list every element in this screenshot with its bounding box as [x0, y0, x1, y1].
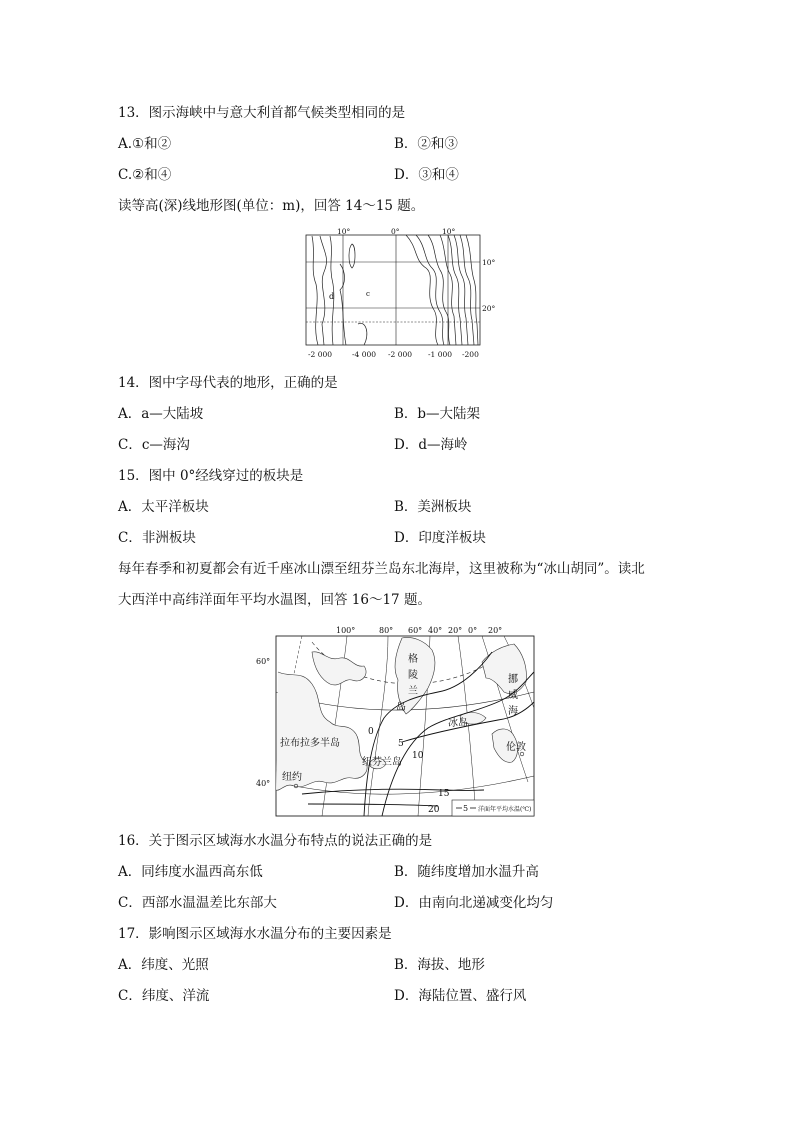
- isotherm-5: 5: [398, 739, 404, 749]
- label-labrador: 拉布拉多半岛: [280, 738, 340, 749]
- intro-14-15: 读等高(深)线地形图(单位：m)，回答 14～15 题。: [118, 198, 425, 214]
- label-greenland-1: 格: [408, 654, 418, 665]
- map2-lat-60: 60°: [256, 657, 271, 666]
- q15-option-c: C．非洲板块: [118, 530, 196, 546]
- map1-letter-d: d: [329, 292, 335, 301]
- north-atlantic-sst-map: [252, 622, 540, 820]
- intro-16-17-line1: 每年春季和初夏都会有近千座冰山漂至纽芬兰岛东北海岸，这里被称为“冰山胡同”。读北: [118, 561, 645, 577]
- q14-option-a: A．a—大陆坡: [118, 406, 204, 422]
- map2-lon-100: 100°: [336, 626, 356, 635]
- q16-stem: 16．关于图示区域海水水温分布特点的说法正确的是: [118, 833, 433, 849]
- q16-option-b: B．随纬度增加水温升高: [394, 864, 539, 880]
- map1-top-label-1: 10°: [337, 227, 351, 236]
- map2-lon-20e: 20°: [488, 626, 503, 635]
- q15-option-d: D．印度洋板块: [394, 530, 486, 546]
- label-greenland-4: 岛: [396, 702, 406, 713]
- q13-option-a: A.①和②: [118, 136, 172, 152]
- q14-stem: 14．图中字母代表的地形，正确的是: [118, 375, 338, 391]
- map1-right-label-2: 20°: [482, 304, 496, 313]
- map2-lon-0: 0°: [468, 626, 478, 635]
- q17-option-c: C．纬度、洋流: [118, 988, 210, 1004]
- map2-lon-20w: 20°: [448, 626, 463, 635]
- map1-top-label-2: 0°: [391, 227, 400, 236]
- label-norway-2: 威: [508, 690, 518, 701]
- legend-text: 洋面年平均水温(℃): [478, 806, 532, 813]
- label-greenland-2: 陵: [408, 670, 418, 681]
- map1-right-label-1: 10°: [482, 258, 496, 267]
- q14-option-b: B．b—大陆架: [394, 406, 481, 422]
- map1-bottom-label-1: -2 000: [308, 350, 333, 359]
- q16-option-a: A．同纬度水温西高东低: [118, 864, 263, 880]
- isotherm-0: 0: [368, 727, 374, 737]
- q15-option-a: A．太平洋板块: [118, 499, 209, 515]
- q13-stem: 13．图示海峡中与意大利首都气候类型相同的是: [118, 105, 406, 121]
- q15-option-b: B．美洲板块: [394, 499, 472, 515]
- legend-value: 5: [463, 804, 469, 813]
- q14-option-d: D．d—海岭: [394, 437, 468, 453]
- intro-16-17-line2: 大西洋中高纬洋面年平均水温图，回答 16～17 题。: [118, 592, 431, 608]
- map2-lon-40: 40°: [428, 626, 443, 635]
- label-greenland-3: 兰: [408, 686, 418, 697]
- label-london: 伦敦: [506, 742, 526, 753]
- q14-option-c: C．c—海沟: [118, 437, 190, 453]
- label-norway-3: 海: [508, 706, 518, 717]
- q15-stem: 15．图中 0°经线穿过的板块是: [118, 468, 304, 484]
- q13-option-c: C.②和④: [118, 167, 172, 183]
- map1-bottom-label-5: -200: [462, 350, 479, 359]
- isotherm-15: 15: [438, 789, 450, 799]
- q16-option-c: C．西部水温温差比东部大: [118, 895, 277, 911]
- map1-bottom-label-3: -2 000: [388, 350, 413, 359]
- isotherm-10: 10: [412, 751, 424, 761]
- label-norway-1: 挪: [508, 674, 518, 685]
- map1-letter-c: c: [366, 290, 370, 298]
- q13-option-b: B．②和③: [394, 136, 458, 152]
- label-iceland: 冰岛: [448, 718, 468, 729]
- map1-bottom-label-2: -4 000: [352, 350, 377, 359]
- contour-depth-map: [300, 224, 500, 364]
- label-newyork: 纽约: [282, 772, 302, 783]
- isotherm-20: 20: [428, 805, 440, 815]
- q17-option-d: D．海陆位置、盛行风: [394, 988, 527, 1004]
- q17-stem: 17．影响图示区域海水水温分布的主要因素是: [118, 926, 392, 942]
- map2-lat-40: 40°: [256, 779, 271, 788]
- label-newfoundland: 纽芬兰岛: [362, 757, 402, 768]
- q17-option-b: B．海拔、地形: [394, 957, 485, 973]
- q17-option-a: A．纬度、光照: [118, 957, 209, 973]
- q16-option-d: D．由南向北递减变化均匀: [394, 895, 554, 911]
- q13-option-d: D．③和④: [394, 167, 459, 183]
- map1-top-label-3: 10°: [442, 227, 456, 236]
- map2-lon-80: 80°: [379, 626, 394, 635]
- map2-lon-60: 60°: [408, 626, 423, 635]
- map1-bottom-label-4: -1 000: [428, 350, 453, 359]
